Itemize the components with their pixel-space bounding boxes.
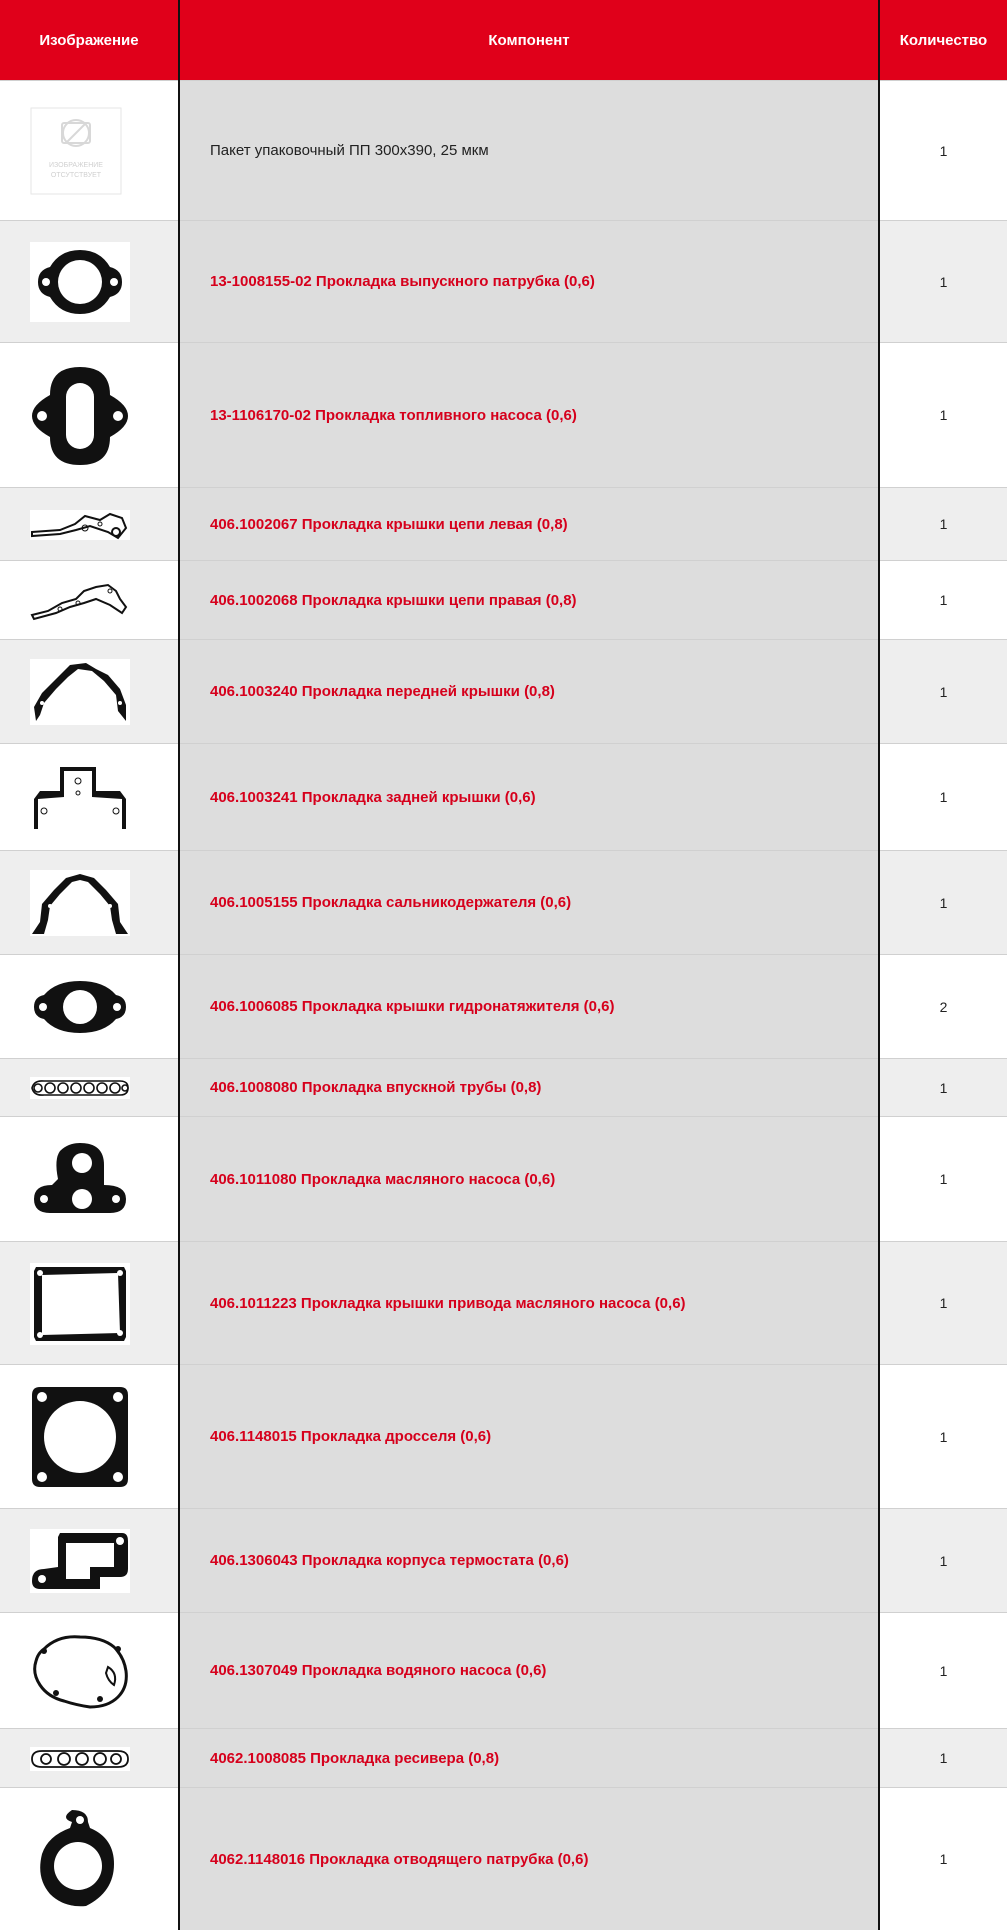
table-row — [0, 1787, 1007, 1930]
image-cell — [0, 640, 178, 743]
product-thumbnail[interactable] — [30, 1529, 130, 1593]
image-cell — [0, 1365, 178, 1508]
component-link[interactable]: 4062.1008085 Прокладка ресивера (0,8) — [210, 1749, 500, 1767]
image-cell — [0, 955, 178, 1058]
quantity-cell: 1 — [880, 1613, 1007, 1728]
component-link[interactable]: 4062.1148016 Прокладка отводящего патрубка (0,6) — [210, 1850, 589, 1868]
product-thumbnail[interactable] — [30, 1139, 130, 1221]
product-thumbnail[interactable] — [30, 659, 130, 725]
table-row — [0, 1612, 1007, 1728]
product-thumbnail[interactable] — [30, 977, 130, 1037]
component-cell — [180, 1242, 878, 1364]
product-thumbnail[interactable] — [30, 365, 130, 467]
component-cell — [180, 744, 878, 850]
product-thumbnail[interactable] — [30, 763, 130, 833]
quantity-cell: 1 — [880, 744, 1007, 850]
image-cell — [0, 1613, 178, 1728]
component-cell — [180, 488, 878, 560]
quantity-cell: 1 — [880, 488, 1007, 560]
outlet-pipe-gasket-icon — [30, 1808, 130, 1912]
header-quantity: Количество — [899, 31, 988, 49]
no-image-icon — [30, 107, 122, 195]
component-link[interactable]: 406.1011223 Прокладка крышки привода масляного насоса (0,6) — [210, 1294, 686, 1312]
product-thumbnail[interactable] — [30, 1747, 130, 1771]
image-cell — [0, 1059, 178, 1116]
image-cell — [0, 744, 178, 850]
quantity-cell: 1 — [880, 1729, 1007, 1787]
component-link[interactable]: 406.1011080 Прокладка масляного насоса (0,6) — [210, 1170, 556, 1188]
svg-text:ИЗОБРАЖЕНИЕ: ИЗОБРАЖЕНИЕ — [49, 162, 103, 169]
table-row — [0, 1508, 1007, 1612]
chain-cover-left-gasket-icon — [30, 510, 130, 540]
product-thumbnail[interactable] — [30, 581, 130, 621]
image-cell — [0, 561, 178, 639]
table-row — [0, 560, 1007, 639]
quantity-cell: 1 — [880, 1059, 1007, 1116]
table-header — [0, 0, 1007, 80]
image-cell — [0, 221, 178, 342]
table-row — [0, 1728, 1007, 1787]
header-image: Изображение — [39, 31, 139, 49]
component-cell — [180, 851, 878, 954]
component-cell — [180, 640, 878, 743]
component-link[interactable]: 13-1008155-02 Прокладка выпускного патрубка (0,6) — [210, 273, 595, 290]
svg-text:ОТСУТСТВУЕТ: ОТСУТСТВУЕТ — [50, 172, 102, 179]
fuel-pump-gasket-icon — [30, 365, 130, 467]
rear-cover-gasket-icon — [30, 763, 130, 833]
table-row — [0, 639, 1007, 743]
image-cell — [0, 851, 178, 954]
component-link[interactable]: 13-1106170-02 Прокладка топливного насоса (0,6) — [210, 406, 577, 424]
image-cell — [0, 1729, 178, 1787]
column-divider — [878, 0, 880, 1930]
image-cell — [0, 1509, 178, 1612]
component-cell — [180, 1729, 878, 1787]
component-link[interactable]: 406.1003240 Прокладка передней крышки (0,8) — [210, 683, 555, 700]
table-row — [0, 954, 1007, 1058]
image-cell — [0, 81, 178, 220]
component-cell — [180, 1613, 878, 1728]
component-name: Пакет упаковочный ПП 300х390, 25 мкм — [210, 142, 489, 159]
table-row — [0, 80, 1007, 220]
component-link[interactable]: 406.1307049 Прокладка водяного насоса (0,6) — [210, 1662, 547, 1679]
component-link[interactable]: 406.1003241 Прокладка задней крышки (0,6) — [210, 788, 536, 806]
receiver-gasket-icon — [30, 1747, 130, 1771]
quantity-cell: 1 — [880, 221, 1007, 342]
exhaust-pipe-gasket-icon — [30, 242, 130, 322]
table-row — [0, 1241, 1007, 1364]
component-cell — [180, 1365, 878, 1508]
table-row — [0, 487, 1007, 560]
component-link[interactable]: 406.1008080 Прокладка впускной трубы (0,8) — [210, 1079, 542, 1096]
image-cell — [0, 1242, 178, 1364]
component-link[interactable]: 406.1002067 Прокладка крышки цепи левая (0,8) — [210, 515, 568, 533]
product-thumbnail[interactable] — [30, 1633, 130, 1709]
image-cell — [0, 488, 178, 560]
product-thumbnail[interactable] — [30, 510, 130, 540]
table-row — [0, 342, 1007, 487]
component-cell — [180, 1117, 878, 1241]
quantity-cell: 1 — [880, 1788, 1007, 1930]
product-thumbnail[interactable] — [30, 870, 130, 936]
table-row — [0, 1058, 1007, 1116]
product-thumbnail[interactable] — [30, 1385, 130, 1489]
quantity-cell: 1 — [880, 640, 1007, 743]
front-cover-gasket-icon — [30, 659, 130, 725]
table-row — [0, 1364, 1007, 1508]
seal-holder-gasket-icon — [30, 870, 130, 936]
header-component: Компонент — [488, 31, 570, 49]
quantity-cell: 1 — [880, 343, 1007, 487]
water-pump-gasket-icon — [30, 1633, 130, 1709]
table-row — [0, 743, 1007, 850]
quantity-cell: 1 — [880, 81, 1007, 220]
quantity-cell: 1 — [880, 561, 1007, 639]
component-cell — [180, 221, 878, 342]
component-link[interactable]: 406.1148015 Прокладка дросселя (0,6) — [210, 1428, 492, 1445]
component-link[interactable]: 406.1005155 Прокладка сальникодержателя (0,6) — [210, 894, 572, 911]
component-cell — [180, 1059, 878, 1116]
component-cell — [180, 955, 878, 1058]
image-cell — [0, 343, 178, 487]
component-link[interactable]: 406.1306043 Прокладка корпуса термостата (0,6) — [210, 1552, 569, 1569]
component-cell — [180, 81, 878, 220]
component-cell — [180, 1509, 878, 1612]
quantity-cell: 1 — [880, 1365, 1007, 1508]
thermostat-housing-gasket-icon — [30, 1529, 130, 1593]
image-cell — [0, 1788, 178, 1930]
quantity-cell: 2 — [880, 955, 1007, 1058]
component-link[interactable]: 406.1006085 Прокладка крышки гидронатяжителя (0,6) — [210, 998, 615, 1015]
column-divider — [178, 0, 180, 1930]
quantity-cell: 1 — [880, 851, 1007, 954]
table-row — [0, 1116, 1007, 1241]
product-thumbnail[interactable] — [30, 1808, 130, 1912]
component-cell — [180, 343, 878, 487]
quantity-cell: 1 — [880, 1509, 1007, 1612]
oil-pump-gasket-icon — [30, 1139, 130, 1221]
component-cell — [180, 1788, 878, 1930]
quantity-cell: 1 — [880, 1242, 1007, 1364]
oil-pump-drive-cover-gasket-icon — [30, 1263, 130, 1345]
product-thumbnail — [30, 107, 122, 195]
product-thumbnail[interactable] — [30, 1077, 130, 1099]
component-link[interactable]: 406.1002068 Прокладка крышки цепи правая (0,8) — [210, 591, 577, 609]
tensioner-cover-gasket-icon — [30, 977, 130, 1037]
table-row — [0, 850, 1007, 954]
component-cell — [180, 561, 878, 639]
product-thumbnail[interactable] — [30, 242, 130, 322]
intake-pipe-gasket-icon — [30, 1077, 130, 1099]
image-cell — [0, 1117, 178, 1241]
throttle-gasket-icon — [30, 1385, 130, 1489]
quantity-cell: 1 — [880, 1117, 1007, 1241]
table-row — [0, 220, 1007, 342]
product-thumbnail[interactable] — [30, 1263, 130, 1345]
chain-cover-right-gasket-icon — [30, 581, 130, 621]
